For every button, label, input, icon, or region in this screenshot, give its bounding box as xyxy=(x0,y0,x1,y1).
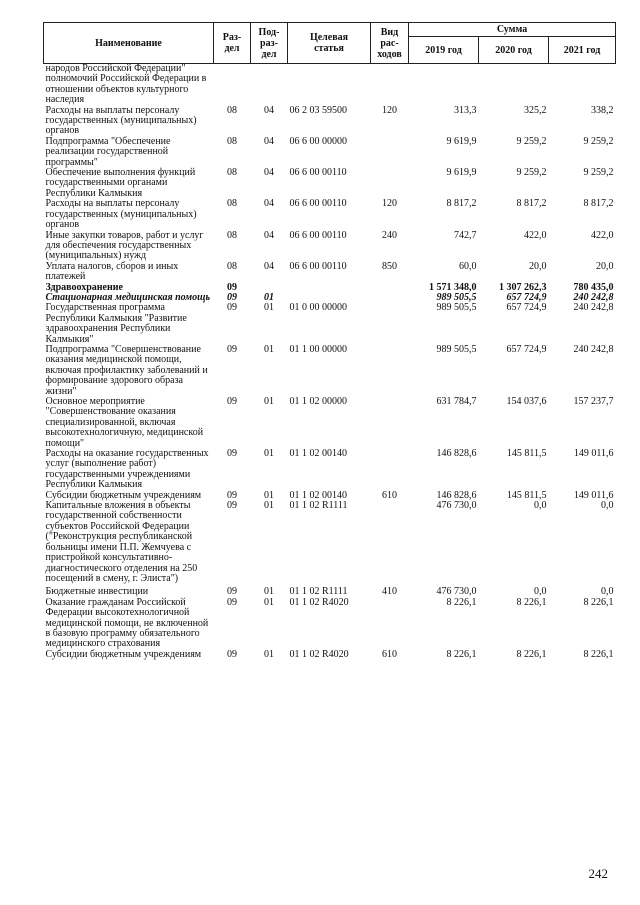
row-sum-2019: 8 226,1 xyxy=(446,648,477,660)
row-subsection: 01 xyxy=(264,500,274,512)
row-sum-2021: 157 237,7 xyxy=(573,396,614,407)
row-target-article: 01 1 02 R4020 xyxy=(289,596,349,608)
row-expense-type: 610 xyxy=(382,648,397,660)
row-sum-2021: 240 242,8 xyxy=(573,291,614,303)
table-header xyxy=(44,23,616,64)
table-row xyxy=(44,137,616,168)
row-target-article: 01 1 02 00000 xyxy=(289,396,347,407)
row-name: Основное мероприятие "Совершенствование оказания специализированной, включая высокотехнологичную, медицинской помощи" xyxy=(45,396,204,449)
row-section xyxy=(214,64,251,106)
row-subsection: 01 xyxy=(264,448,274,460)
header-target xyxy=(288,23,371,64)
table-row xyxy=(44,303,616,345)
header-year-2019: 2019 год xyxy=(409,37,479,64)
row-section: 09 xyxy=(227,448,237,460)
header-target-text: Целевая статья xyxy=(309,32,349,54)
row-subsection: 04 xyxy=(264,167,274,179)
row-sum-2020: 20,0 xyxy=(529,260,547,272)
row-name: Бюджетные инвестиции xyxy=(45,586,149,598)
row-sum-2021 xyxy=(549,64,616,106)
row-target-article: 01 1 02 00140 xyxy=(289,489,347,501)
row-subsection: 01 xyxy=(264,489,274,501)
budget-table xyxy=(43,22,616,660)
table-row xyxy=(44,262,616,283)
header-subsection xyxy=(251,23,288,64)
row-target-article: 01 1 02 R1111 xyxy=(289,500,348,512)
row-name: Расходы на выплаты персоналу государственных (муниципальных) органов xyxy=(45,104,197,137)
row-target-article: 01 1 02 00140 xyxy=(289,448,347,460)
row-name: Государственная программа Республики Калмыкия "Развитие здравоохранения Республики Калмыкия" xyxy=(45,302,187,345)
row-expense-type: 410 xyxy=(382,586,397,598)
row-expense-type xyxy=(371,293,409,303)
row-sum-2019: 989 505,5 xyxy=(436,291,477,303)
row-name: Здравоохранение xyxy=(45,281,123,293)
row-sum-2021: 240 242,8 xyxy=(573,343,614,355)
row-subsection: 04 xyxy=(264,229,274,241)
header-expense-type xyxy=(371,23,409,64)
row-name: народов Российской Федерации" полномочий Российской Федерации в отношении объектов культурного наследия xyxy=(45,63,207,106)
row-target-article: 06 6 00 00110 xyxy=(289,229,347,241)
row-sum-2019: 631 784,7 xyxy=(436,396,477,407)
row-subsection xyxy=(251,64,288,106)
row-expense-type xyxy=(371,137,409,168)
row-section: 08 xyxy=(227,260,237,272)
row-expense-type xyxy=(371,397,409,449)
row-subsection: 01 xyxy=(264,343,274,355)
row-sum-2021: 8 226,1 xyxy=(583,596,614,608)
table-body xyxy=(44,64,616,661)
row-expense-type: 120 xyxy=(382,198,397,210)
row-target-article: 01 1 02 R1111 xyxy=(289,586,348,598)
row-target-article: 06 6 00 00110 xyxy=(289,260,347,272)
header-section-text: Раз- дел xyxy=(222,32,242,54)
row-section: 08 xyxy=(227,135,237,147)
row-target-article: 06 2 03 59500 xyxy=(289,104,347,116)
row-sum-2020: 9 259,2 xyxy=(516,167,547,179)
row-sum-2020: 325,2 xyxy=(524,104,547,116)
row-name: Иные закупки товаров, работ и услуг для обеспечения государственных (муниципальных) нужд xyxy=(45,229,204,262)
row-subsection: 01 xyxy=(264,648,274,660)
row-section: 09 xyxy=(227,343,237,355)
row-subsection: 04 xyxy=(264,198,274,210)
row-sum-2019: 9 619,9 xyxy=(446,135,477,147)
row-name: Подпрограмма "Совершенствование оказания медицинской помощи, включая профилактику заболеваний и формирование здорового образа жизни" xyxy=(45,343,208,397)
row-section: 09 xyxy=(227,586,237,598)
table-row xyxy=(44,106,616,137)
row-expense-type xyxy=(371,345,409,397)
row-target-article: 06 6 00 00110 xyxy=(289,198,347,210)
row-sum-2020: 657 724,9 xyxy=(506,343,547,355)
row-subsection: 01 xyxy=(264,302,274,314)
row-name: Расходы на оказание государственных услуг (выполнение работ) государственными учреждениями Республики Калмыкия xyxy=(45,448,209,491)
row-sum-2019: 989 505,5 xyxy=(436,343,477,355)
row-sum-2020: 154 037,6 xyxy=(506,396,547,407)
row-name: Стационарная медицинская помощь xyxy=(45,291,211,303)
row-name: Капитальные вложения в объекты государственной собственности субъектов Российской Федерации ("Реконструкция республиканской больницы имени П.П. Жемчуева с пристройкой консультативно-диагностического отделения на 250 посещений в смену, г. Элиста") xyxy=(45,500,198,584)
row-sum-2020: 657 724,9 xyxy=(506,291,547,303)
row-sum-2021: 149 011,6 xyxy=(573,448,614,460)
row-sum-2021: 0,0 xyxy=(601,500,614,512)
row-sum-2020: 422,0 xyxy=(524,229,547,241)
row-expense-type xyxy=(371,501,409,584)
row-sum-2019: 989 505,5 xyxy=(436,302,477,314)
row-section: 09 xyxy=(227,648,237,660)
header-year-2020: 2020 год xyxy=(479,37,549,64)
row-subsection: 04 xyxy=(264,135,274,147)
row-name: Субсидии бюджетным учреждениям xyxy=(45,648,202,660)
row-sum-2020: 8 817,2 xyxy=(516,198,547,210)
header-section xyxy=(214,23,251,64)
row-name: Обеспечение выполнения функций государственными органами Республики Калмыкия xyxy=(45,167,196,199)
row-section: 08 xyxy=(227,104,237,116)
row-sum-2019: 476 730,0 xyxy=(436,586,477,598)
row-section: 08 xyxy=(227,198,237,210)
table-row xyxy=(44,231,616,262)
row-target-article xyxy=(288,283,371,293)
header-sum: Сумма xyxy=(409,23,616,37)
row-sum-2021: 0,0 xyxy=(601,586,614,598)
row-section: 08 xyxy=(227,167,237,179)
row-target-article: 01 1 00 00000 xyxy=(289,343,347,355)
row-sum-2020: 1 307 262,3 xyxy=(499,281,547,293)
table-row xyxy=(44,598,616,650)
table-row xyxy=(44,168,616,199)
row-sum-2021: 780 435,0 xyxy=(573,281,614,293)
row-section: 09 xyxy=(227,500,237,512)
row-sum-2019 xyxy=(409,64,479,106)
row-section: 09 xyxy=(227,302,237,314)
row-target-article: 01 1 02 R4020 xyxy=(289,648,349,660)
row-expense-type xyxy=(371,283,409,293)
row-subsection: 04 xyxy=(264,260,274,272)
row-sum-2021: 8 226,1 xyxy=(583,648,614,660)
row-subsection: 04 xyxy=(264,104,274,116)
row-sum-2020: 8 226,1 xyxy=(516,596,547,608)
row-section: 09 xyxy=(227,396,237,407)
row-name: Субсидии бюджетным учреждениям xyxy=(45,489,202,501)
table-row xyxy=(44,650,616,660)
row-target-article: 01 0 00 00000 xyxy=(289,302,347,314)
row-section: 09 xyxy=(227,596,237,608)
row-sum-2020: 9 259,2 xyxy=(516,135,547,147)
table-row xyxy=(44,64,616,106)
row-sum-2019: 60,0 xyxy=(459,260,477,272)
row-expense-type xyxy=(371,168,409,199)
table-row xyxy=(44,397,616,449)
header-year-2021: 2021 год xyxy=(549,37,616,64)
row-expense-type: 240 xyxy=(382,229,397,241)
row-sum-2021: 20,0 xyxy=(596,260,614,272)
row-sum-2021: 422,0 xyxy=(591,229,614,241)
header-subsection-text: Под- раз- дел xyxy=(258,26,280,60)
row-sum-2021: 149 011,6 xyxy=(573,489,614,501)
row-sum-2019: 9 619,9 xyxy=(446,167,477,179)
row-sum-2020: 145 811,5 xyxy=(506,489,547,501)
table-row xyxy=(44,449,616,491)
header-expense-type-text: Вид рас- ходов xyxy=(377,26,402,60)
header-name: Наименование xyxy=(44,23,214,64)
row-sum-2020: 145 811,5 xyxy=(506,448,547,460)
row-sum-2021: 240 242,8 xyxy=(573,302,614,314)
table-row xyxy=(44,501,616,584)
table-row xyxy=(44,584,616,597)
row-sum-2020: 657 724,9 xyxy=(506,302,547,314)
row-sum-2019: 742,7 xyxy=(454,229,477,241)
row-sum-2021: 8 817,2 xyxy=(583,198,614,210)
row-name: Оказание гражданам Российской Федерации высокотехнологичной медицинской помощи, не включенной в базовую программу обязательного медицинского страхования xyxy=(45,596,209,650)
table-row xyxy=(44,199,616,230)
row-sum-2020: 8 226,1 xyxy=(516,648,547,660)
row-sum-2021: 9 259,2 xyxy=(583,135,614,147)
row-sum-2019: 1 571 348,0 xyxy=(429,281,477,293)
row-sum-2020: 0,0 xyxy=(534,500,547,512)
page-number: 242 xyxy=(588,866,608,881)
row-target-article: 06 6 00 00110 xyxy=(289,167,347,179)
row-sum-2019: 146 828,6 xyxy=(436,489,477,501)
row-section: 09 xyxy=(227,489,237,501)
row-expense-type xyxy=(371,449,409,491)
row-sum-2021: 338,2 xyxy=(591,104,614,116)
row-name: Расходы на выплаты персоналу государственных (муниципальных) органов xyxy=(45,198,197,231)
row-sum-2021: 9 259,2 xyxy=(583,167,614,179)
row-subsection: 01 xyxy=(264,291,274,303)
row-target-article: 06 6 00 00000 xyxy=(289,135,347,147)
row-expense-type: 850 xyxy=(382,260,397,272)
row-expense-type xyxy=(371,303,409,345)
row-expense-type: 610 xyxy=(382,489,397,501)
row-section: 09 xyxy=(227,291,237,303)
row-expense-type: 120 xyxy=(382,104,397,116)
row-sum-2019: 146 828,6 xyxy=(436,448,477,460)
row-section: 08 xyxy=(227,229,237,241)
row-sum-2019: 8 817,2 xyxy=(446,198,477,210)
row-sum-2020: 0,0 xyxy=(534,586,547,598)
row-target-article xyxy=(288,64,371,106)
row-sum-2019: 476 730,0 xyxy=(436,500,477,512)
table-row xyxy=(44,345,616,397)
row-sum-2019: 8 226,1 xyxy=(446,596,477,608)
row-section: 09 xyxy=(227,281,237,293)
row-expense-type xyxy=(371,64,409,106)
row-subsection: 01 xyxy=(264,596,274,608)
row-subsection: 01 xyxy=(264,586,274,598)
row-expense-type xyxy=(371,598,409,650)
row-sum-2020 xyxy=(479,64,549,106)
row-subsection: 01 xyxy=(264,396,274,407)
row-sum-2019: 313,3 xyxy=(454,104,477,116)
row-name: Подпрограмма "Обеспечение реализации государственной программы" xyxy=(45,135,171,168)
row-name: Уплата налогов, сборов и иных платежей xyxy=(45,260,179,283)
